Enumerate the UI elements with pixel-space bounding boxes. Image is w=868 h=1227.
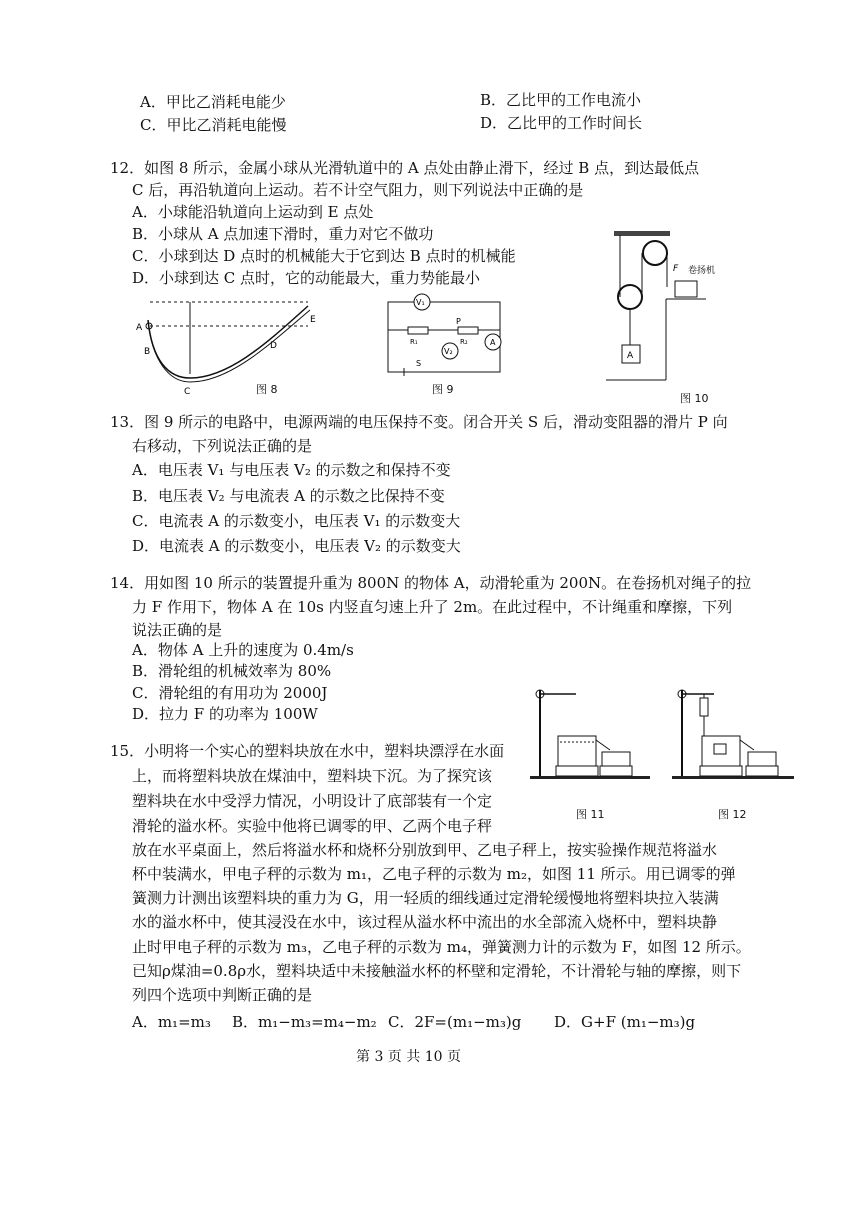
fig9-r2-label: R₂ (460, 338, 468, 346)
q12-stem-line1: 12．如图 8 所示，金属小球从光滑轨道中的 A 点处由静止滑下，经过 B 点，到达最低点 (110, 159, 700, 177)
q13-stem-line2: 右移动，下列说法正确的是 (132, 437, 313, 455)
fig8-label-d: D (270, 341, 277, 351)
q12-option-c: C．小球到达 D 点时的机械能大于它到达 B 点时的机械能 (132, 247, 516, 265)
q15-line6: 杯中装满水，甲电子秤的示数为 m₁，乙电子秤的示数为 m₂，如图 11 所示。用已调零的弹 (132, 865, 736, 883)
q13-option-a: A．电压表 V₁ 与电压表 V₂ 的示数之和保持不变 (132, 461, 451, 479)
figure-9-circuit (380, 290, 510, 382)
q15-line1: 15．小明将一个实心的塑料块放在水中，塑料块漂浮在水面 (110, 742, 505, 760)
q14-option-b: B．滑轮组的机械效率为 80% (132, 662, 332, 680)
q14-stem-line1: 14．用如图 10 所示的装置提升重为 800N 的物体 A，动滑轮重为 200N。在卷扬机对绳子的拉 (110, 574, 752, 592)
q11-option-c: C．甲比乙消耗电能慢 (140, 116, 287, 134)
figure-12-caption: 图 12 (718, 808, 747, 821)
q12-option-a: A．小球能沿轨道向上运动到 E 点处 (132, 203, 374, 221)
q15-line4: 滑轮的溢水杯。实验中他将已调零的甲、乙两个电子秤 (132, 817, 493, 835)
q13-option-c: C．电流表 A 的示数变小，电压表 V₁ 的示数变大 (132, 512, 461, 530)
fig9-v2-label: V₂ (444, 347, 453, 356)
fig9-p-label: P (456, 317, 461, 326)
q13-stem-line1: 13．图 9 所示的电路中，电源两端的电压保持不变。闭合开关 S 后，滑动变阻器的滑片 P 向 (110, 413, 728, 431)
q15-line10: 已知ρ煤油=0.8ρ水，塑料块适中未接触溢水杯的杯壁和定滑轮，不计滑轮与轴的摩擦，则下 (132, 962, 742, 980)
q15-option-c: C．2F=(m₁−m₃)g (388, 1013, 522, 1031)
q11-option-d: D．乙比甲的工作时间长 (480, 114, 643, 132)
figure-8-track (130, 290, 330, 400)
fig9-ammeter-label: A (490, 338, 496, 347)
page-number: 第 3 页 共 10 页 (356, 1049, 461, 1065)
q15-option-d: D．G+F (m₁−m₃)g (554, 1013, 696, 1031)
q13-option-d: D．电流表 A 的示数变小，电压表 V₂ 的示数变大 (132, 537, 461, 555)
figure-10-caption: 图 10 (680, 392, 709, 405)
figure-9-caption: 图 9 (432, 383, 454, 396)
fig10-force-label: F (673, 264, 679, 274)
q14-option-d: D．拉力 F 的功率为 100W (132, 705, 318, 723)
q11-option-a: A．甲比乙消耗电能少 (140, 93, 286, 111)
q12-stem-line2: C 后，再沿轨道向上运动。若不计空气阻力，则下列说法中正确的是 (132, 181, 584, 199)
fig9-switch-label: S (416, 359, 422, 368)
q15-line8: 水的溢水杯中，使其浸没在水中，该过程从溢水杯中流出的水全部流入烧杯中，塑料块静 (132, 913, 718, 931)
q15-option-a: A．m₁=m₃ (132, 1013, 211, 1031)
fig9-v1-label: V₁ (416, 298, 425, 307)
q15-line2: 上，而将塑料块放在煤油中，塑料块下沉。为了探究该 (132, 767, 493, 785)
figure-8-caption: 图 8 (256, 383, 278, 396)
fig8-label-c: C (184, 387, 191, 397)
q12-option-b: B．小球从 A 点加速下滑时，重力对它不做功 (132, 225, 434, 243)
fig10-winch-label: 卷扬机 (688, 266, 716, 276)
q12-option-d: D．小球到达 C 点时，它的动能最大，重力势能最小 (132, 269, 481, 287)
fig9-r1-label: R₁ (410, 338, 418, 346)
q14-option-a: A．物体 A 上升的速度为 0.4m/s (132, 641, 354, 659)
figure-12-apparatus (668, 680, 798, 790)
q15-line3: 塑料块在水中受浮力情况，小明设计了底部装有一个定 (132, 792, 493, 810)
fig8-label-a: A (136, 323, 143, 333)
q13-option-b: B．电压表 V₂ 与电流表 A 的示数之比保持不变 (132, 487, 445, 505)
q15-option-b: B．m₁−m₃=m₄−m₂ (232, 1013, 377, 1031)
q14-stem-line2: 力 F 作用下，物体 A 在 10s 内竖直匀速上升了 2m。在此过程中，不计绳重和摩擦，下列 (132, 598, 733, 616)
figure-11-apparatus (528, 680, 658, 790)
q14-stem-line3: 说法正确的是 (132, 621, 223, 639)
fig8-label-e: E (310, 315, 316, 325)
q15-line9: 止时甲电子秤的示数为 m₃，乙电子秤的示数为 m₄，弹簧测力计的示数为 F，如图 12 所示。 (132, 938, 751, 956)
q15-line5: 放在水平桌面上，然后将溢水杯和烧杯分别放到甲、乙电子秤上，按实验操作规范将溢水 (132, 841, 718, 859)
q15-line11: 列四个选项中判断正确的是 (132, 986, 313, 1004)
figure-10-pulley (600, 225, 720, 385)
q14-option-c: C．滑轮组的有用功为 2000J (132, 684, 328, 702)
q15-line7: 簧测力计测出该塑料块的重力为 G，用一轻质的细线通过定滑轮缓慢地将塑料块拉入装满 (132, 889, 719, 907)
fig10-object-label: A (627, 351, 634, 361)
q11-option-b: B．乙比甲的工作电流小 (480, 91, 642, 109)
figure-11-caption: 图 11 (576, 808, 605, 821)
fig8-label-b: B (144, 347, 151, 357)
